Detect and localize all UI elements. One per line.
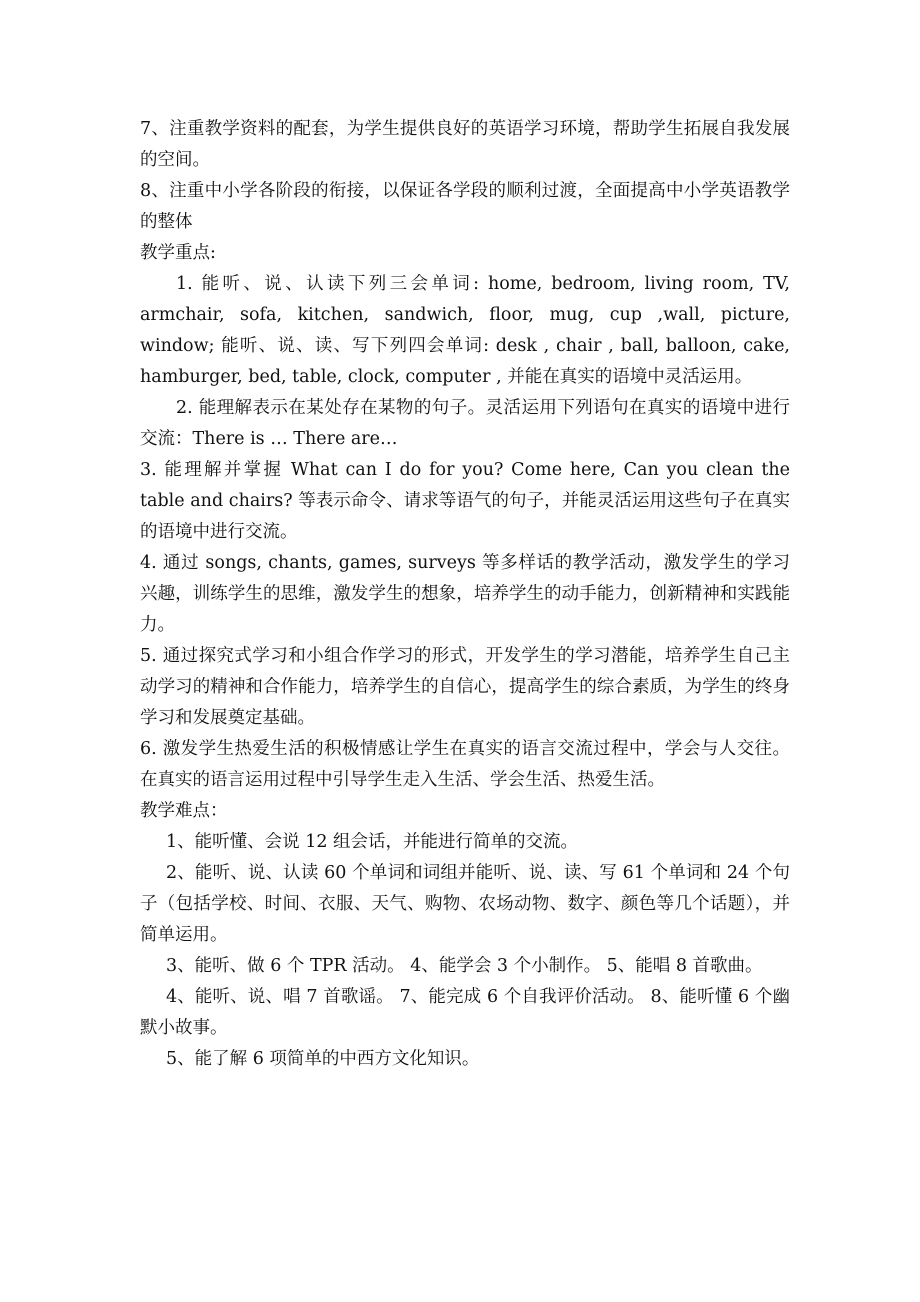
focus-item-4: 4. 通过 songs, chants, games, surveys 等多样话的教学活动，激发学生的学习兴趣，训练学生的思维，激发学生的想象，培养学生的动手能力，创新精神和实践能力。 (140, 553, 790, 635)
difficulty-item-5: 5、能了解 6 项简单的中西方文化知识。 (166, 1049, 480, 1069)
difficulty-item-2: 2、能听、说、认读 60 个单词和词组并能听、说、读、写 61 个单词和 24 个句子（包括学校、时间、衣服、天气、购物、农场动物、数字、颜色等几个话题），并简单运用。 (140, 863, 790, 945)
goal-item-8: 8、注重中小学各阶段的衔接，以保证各学段的顺利过渡，全面提高中小学英语教学的整体 (140, 181, 790, 232)
teaching-focus-heading: 教学重点: (140, 243, 216, 263)
document-body (140, 114, 790, 1075)
difficulty-item-3: 3、能听、做 6 个 TPR 活动。 4、能学会 3 个小制作。 5、能唱 8 首歌曲。 (166, 956, 763, 976)
difficulty-item-1: 1、能听懂、会说 12 组会话，并能进行简单的交流。 (166, 832, 579, 852)
focus-item-1: 1. 能听、说、认读下列三会单词: home, bedroom, living room, TV, armchair, sofa, kitchen, sandwich, floor, mug, cup ,wall, picture, window; 能听、说、读、写下列四会单词: desk , chair , ball, balloon, cake, hamburger, bed, table, clock, computer , 并能在真实的语境中灵活运用。 (140, 274, 790, 387)
difficulty-item-4: 4、能听、说、唱 7 首歌谣。 7、能完成 6 个自我评价活动。 8、能听懂 6 个幽默小故事。 (140, 987, 790, 1038)
focus-item-6: 6. 激发学生热爱生活的积极情感让学生在真实的语言交流过程中，学会与人交往。在真实的语言运用过程中引导学生走入生活、学会生活、热爱生活。 (140, 739, 790, 790)
goal-item-7: 7、注重教学资料的配套，为学生提供良好的英语学习环境，帮助学生拓展自我发展的空间。 (140, 119, 790, 170)
focus-item-2: 2. 能理解表示在某处存在某物的句子。灵活运用下列语句在真实的语境中进行交流：There is … There are… (140, 398, 790, 449)
focus-item-5: 5. 通过探究式学习和小组合作学习的形式，开发学生的学习潜能，培养学生自己主动学习的精神和合作能力，培养学生的自信心，提高学生的综合素质，为学生的终身学习和发展奠定基础。 (140, 646, 790, 728)
teaching-difficulty-heading: 教学难点： (140, 801, 228, 821)
focus-item-3: 3. 能理解并掌握 What can I do for you? Come here, Can you clean the table and chairs? 等表示命令、请求等语气的句子，并能灵活运用这些句子在真实的语境中进行交流。 (140, 460, 790, 542)
